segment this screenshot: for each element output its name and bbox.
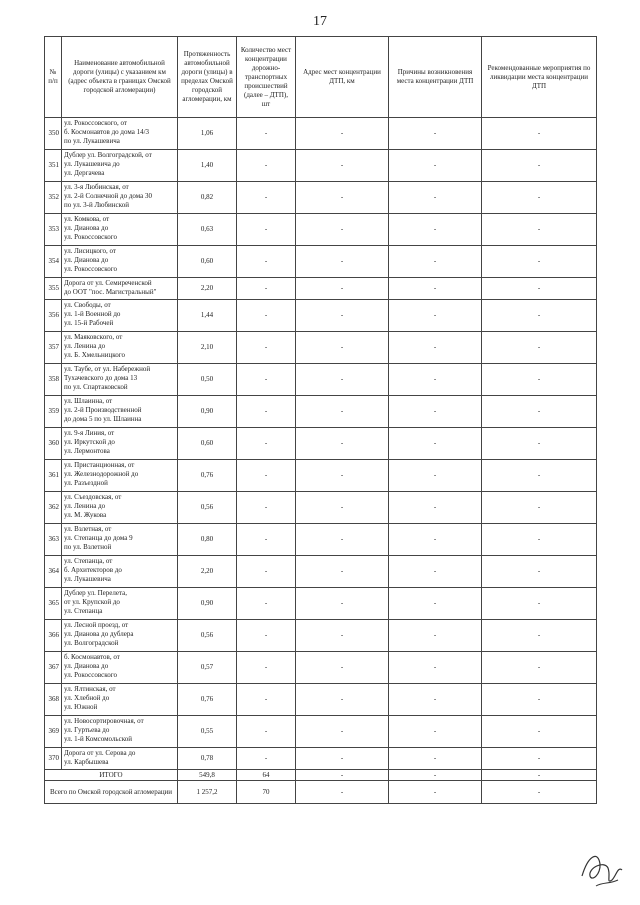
road-name <box>62 214 178 246</box>
accident-address: - <box>296 118 389 150</box>
total-causes: - <box>389 770 482 781</box>
header-causes: Причины возникновения места концентрации ДТП <box>389 37 482 118</box>
accident-address: - <box>296 460 389 492</box>
road-name <box>62 364 178 396</box>
total-address: - <box>296 770 389 781</box>
grand-total-label: Всего по Омской городской агломерации <box>45 781 178 804</box>
table-row <box>45 300 597 332</box>
road-name <box>62 300 178 332</box>
grand-total-causes: - <box>389 781 482 804</box>
header-num: № п/п <box>45 37 62 118</box>
accident-address: - <box>296 556 389 588</box>
header-count: Количество мест концентрации дорожно-транспортных происшествий (далее – ДТП), шт <box>237 37 296 118</box>
row-number: 362 <box>45 492 62 524</box>
accident-count: - <box>237 748 296 770</box>
road-name <box>62 332 178 364</box>
recommended-measures: - <box>482 428 597 460</box>
table-row <box>45 524 597 556</box>
road-name-line: ул. Лесной проезд, от <box>64 621 129 629</box>
accident-causes: - <box>389 428 482 460</box>
road-name-line: ул. Гуртьева до <box>64 726 110 734</box>
accident-causes: - <box>389 396 482 428</box>
road-name <box>62 748 178 770</box>
road-name-line: ул. Пристанционная, от <box>64 461 135 469</box>
accident-count: - <box>237 278 296 300</box>
accident-address: - <box>296 396 389 428</box>
road-name-line: ул. Съездовская, от <box>64 493 122 501</box>
accident-count: - <box>237 364 296 396</box>
recommended-measures: - <box>482 396 597 428</box>
accident-address: - <box>296 748 389 770</box>
row-number: 352 <box>45 182 62 214</box>
recommended-measures: - <box>482 332 597 364</box>
accident-count: - <box>237 214 296 246</box>
recommended-measures: - <box>482 278 597 300</box>
recommended-measures: - <box>482 716 597 748</box>
recommended-measures: - <box>482 182 597 214</box>
accident-count: - <box>237 118 296 150</box>
recommended-measures: - <box>482 214 597 246</box>
signature-mark <box>578 846 626 890</box>
table-row <box>45 620 597 652</box>
accident-address: - <box>296 428 389 460</box>
road-name <box>62 118 178 150</box>
road-name-line: Дорога от ул. Серова до <box>64 749 136 757</box>
recommended-measures: - <box>482 556 597 588</box>
header-row <box>45 37 597 118</box>
header-length: Протяженность автомобильной дороги (улицы) в пределах Омской городской агломерации, км <box>178 37 237 118</box>
road-name-line: ул. 1-й Комсомольской <box>64 735 133 743</box>
grand-total-measures: - <box>482 781 597 804</box>
road-name-line: ул. Рокоссовского <box>64 265 117 273</box>
road-name <box>62 716 178 748</box>
road-name-line: Дублер ул. Волгоградской, от <box>64 151 152 159</box>
accident-address: - <box>296 716 389 748</box>
table-row <box>45 716 597 748</box>
recommended-measures: - <box>482 492 597 524</box>
table-row <box>45 748 597 770</box>
row-number: 368 <box>45 684 62 716</box>
total-count: 64 <box>237 770 296 781</box>
grand-total-count: 70 <box>237 781 296 804</box>
road-length: 0,90 <box>178 396 237 428</box>
accident-address: - <box>296 364 389 396</box>
road-length: 0,76 <box>178 460 237 492</box>
road-name-line: ул. Взлетная, от <box>64 525 112 533</box>
road-length: 0,55 <box>178 716 237 748</box>
accident-causes: - <box>389 716 482 748</box>
road-name-line: ул. Ленина до <box>64 502 106 510</box>
page-number: 17 <box>313 14 327 29</box>
road-name-line: ул. 9-я Линия, от <box>64 429 115 437</box>
road-name-line: ул. Рокоссовского, от <box>64 119 127 127</box>
total-row <box>45 770 597 781</box>
road-name-line: ул. Б. Хмельницкого <box>64 351 125 359</box>
accident-count: - <box>237 428 296 460</box>
road-name-line: ул. Степанца, от <box>64 557 113 565</box>
total-length: 549,8 <box>178 770 237 781</box>
accident-causes: - <box>389 684 482 716</box>
recommended-measures: - <box>482 300 597 332</box>
table-row <box>45 396 597 428</box>
road-name <box>62 684 178 716</box>
accident-causes: - <box>389 300 482 332</box>
accident-causes: - <box>389 246 482 278</box>
road-length: 0,50 <box>178 364 237 396</box>
road-name-line: б. Космонавтов, от <box>64 653 120 661</box>
accident-address: - <box>296 588 389 620</box>
table-row <box>45 460 597 492</box>
road-name <box>62 182 178 214</box>
road-name-line: ул. Южной <box>64 703 98 711</box>
accident-address: - <box>296 332 389 364</box>
row-number: 350 <box>45 118 62 150</box>
recommended-measures: - <box>482 246 597 278</box>
road-length: 1,06 <box>178 118 237 150</box>
accident-causes: - <box>389 556 482 588</box>
road-name <box>62 246 178 278</box>
table-row <box>45 684 597 716</box>
accident-causes: - <box>389 588 482 620</box>
road-name-line: ул. Свободы, от <box>64 301 111 309</box>
accident-count: - <box>237 684 296 716</box>
road-name <box>62 588 178 620</box>
road-name-line: ул. Ленина до <box>64 342 106 350</box>
row-number: 359 <box>45 396 62 428</box>
road-name-line: ул. Железнодорожной до <box>64 470 139 478</box>
table-row <box>45 182 597 214</box>
road-length: 2,20 <box>178 556 237 588</box>
row-number: 360 <box>45 428 62 460</box>
recommended-measures: - <box>482 684 597 716</box>
accident-causes: - <box>389 364 482 396</box>
table-row <box>45 428 597 460</box>
road-name-line: ул. Дианова до <box>64 662 109 670</box>
accident-count: - <box>237 396 296 428</box>
row-number: 369 <box>45 716 62 748</box>
road-name-line: ул. Лукашевича <box>64 575 111 583</box>
accident-count: - <box>237 556 296 588</box>
accident-causes: - <box>389 460 482 492</box>
road-name-line: ул. Степанца <box>64 607 103 615</box>
recommended-measures: - <box>482 588 597 620</box>
accident-address: - <box>296 278 389 300</box>
total-measures: - <box>482 770 597 781</box>
road-name-line: ул. 2-й Солнечной до дома 30 <box>64 192 153 200</box>
road-name-line: по ул. Лукашевича <box>64 137 120 145</box>
road-length: 0,80 <box>178 524 237 556</box>
road-name-line: ул. Дианова до <box>64 256 109 264</box>
road-name-line: ул. Лермонтова <box>64 447 110 455</box>
accident-count: - <box>237 150 296 182</box>
row-number: 367 <box>45 652 62 684</box>
road-name <box>62 428 178 460</box>
road-length: 0,90 <box>178 588 237 620</box>
table-row <box>45 332 597 364</box>
road-name-line: ул. Хлебной до <box>64 694 110 702</box>
recommended-measures: - <box>482 118 597 150</box>
accident-address: - <box>296 524 389 556</box>
road-name-line: ул. Разъездной <box>64 479 108 487</box>
recommended-measures: - <box>482 748 597 770</box>
row-number: 357 <box>45 332 62 364</box>
road-name <box>62 460 178 492</box>
accident-address: - <box>296 214 389 246</box>
row-number: 366 <box>45 620 62 652</box>
row-number: 351 <box>45 150 62 182</box>
accident-count: - <box>237 246 296 278</box>
accident-count: - <box>237 182 296 214</box>
road-name-line: до дома 5 по ул. Шлаинна <box>64 415 142 423</box>
accident-causes: - <box>389 182 482 214</box>
road-name-line: ул. Лисицкого, от <box>64 247 116 255</box>
accident-address: - <box>296 150 389 182</box>
accident-count: - <box>237 300 296 332</box>
accident-count: - <box>237 716 296 748</box>
accident-address: - <box>296 246 389 278</box>
table-row <box>45 364 597 396</box>
road-name <box>62 150 178 182</box>
road-name-line: ул. Рокоссовского <box>64 671 117 679</box>
road-name <box>62 492 178 524</box>
road-length: 0,56 <box>178 620 237 652</box>
road-name <box>62 556 178 588</box>
road-name-line: ул. Таубе, от ул. Набережной <box>64 365 151 373</box>
recommended-measures: - <box>482 150 597 182</box>
road-name-line: Дублер ул. Перелета, <box>64 589 127 597</box>
road-accident-table <box>44 36 597 804</box>
road-length: 0,60 <box>178 246 237 278</box>
row-number: 361 <box>45 460 62 492</box>
road-length: 0,78 <box>178 748 237 770</box>
road-name <box>62 278 178 300</box>
road-name-line: ул. 1-й Военной до <box>64 310 121 318</box>
road-name-line: ул. 15-й Рабочей <box>64 319 114 327</box>
accident-address: - <box>296 300 389 332</box>
road-name-line: ул. Карбышева <box>64 758 109 766</box>
recommended-measures: - <box>482 620 597 652</box>
road-name-line: Тухачевского до дома 13 <box>64 374 138 382</box>
row-number: 354 <box>45 246 62 278</box>
accident-address: - <box>296 652 389 684</box>
grand-total-length: 1 257,2 <box>178 781 237 804</box>
recommended-measures: - <box>482 364 597 396</box>
accident-causes: - <box>389 492 482 524</box>
table-row <box>45 652 597 684</box>
accident-causes: - <box>389 748 482 770</box>
table-row <box>45 214 597 246</box>
road-name-line: б. Архитекторов до <box>64 566 122 574</box>
table-row <box>45 118 597 150</box>
accident-count: - <box>237 652 296 684</box>
road-name-line: ул. Иркутской до <box>64 438 115 446</box>
header-measures: Рекомендованные мероприятия по ликвидации места концентрации ДТП <box>482 37 597 118</box>
road-name-line: ул. Маяковского, от <box>64 333 123 341</box>
road-name-line: ул. Лукашевича до <box>64 160 120 168</box>
road-name-line: ул. 2-й Производственной <box>64 406 142 414</box>
accident-count: - <box>237 588 296 620</box>
row-number: 363 <box>45 524 62 556</box>
accident-count: - <box>237 620 296 652</box>
road-name-line: по ул. 3-й Любинской <box>64 201 129 209</box>
row-number: 364 <box>45 556 62 588</box>
accident-causes: - <box>389 278 482 300</box>
road-length: 0,56 <box>178 492 237 524</box>
accident-count: - <box>237 332 296 364</box>
table-row <box>45 556 597 588</box>
accident-causes: - <box>389 118 482 150</box>
accident-causes: - <box>389 332 482 364</box>
row-number: 353 <box>45 214 62 246</box>
road-name-line: ул. Дианова до дублера <box>64 630 134 638</box>
road-name <box>62 396 178 428</box>
road-name-line: до ООТ "пос. Магистральный" <box>64 288 157 296</box>
table-row <box>45 492 597 524</box>
total-label: ИТОГО <box>45 770 178 781</box>
road-length: 2,20 <box>178 278 237 300</box>
recommended-measures: - <box>482 524 597 556</box>
accident-causes: - <box>389 652 482 684</box>
accident-count: - <box>237 492 296 524</box>
road-length: 0,57 <box>178 652 237 684</box>
accident-count: - <box>237 524 296 556</box>
row-number: 356 <box>45 300 62 332</box>
road-name-line: ул. Новосортировочная, от <box>64 717 144 725</box>
recommended-measures: - <box>482 460 597 492</box>
road-length: 0,60 <box>178 428 237 460</box>
road-name-line: ул. Степанца до дома 9 <box>64 534 133 542</box>
road-name-line: ул. М. Жукова <box>64 511 107 519</box>
road-name <box>62 620 178 652</box>
road-length: 2,10 <box>178 332 237 364</box>
accident-address: - <box>296 684 389 716</box>
table-row <box>45 150 597 182</box>
accident-address: - <box>296 492 389 524</box>
road-name-line: ул. Волгоградской <box>64 639 119 647</box>
grand-total-address: - <box>296 781 389 804</box>
row-number: 358 <box>45 364 62 396</box>
road-name-line: ул. Комкова, от <box>64 215 110 223</box>
road-name-line: от ул. Крупской до <box>64 598 120 606</box>
table-row <box>45 588 597 620</box>
accident-address: - <box>296 182 389 214</box>
row-number: 355 <box>45 278 62 300</box>
road-name <box>62 524 178 556</box>
table-row <box>45 246 597 278</box>
header-address: Адрес мест концентрации ДТП, км <box>296 37 389 118</box>
road-length: 1,40 <box>178 150 237 182</box>
road-name-line: ул. 3-я Любинская, от <box>64 183 129 191</box>
grand-total-row <box>45 781 597 804</box>
row-number: 370 <box>45 748 62 770</box>
road-length: 0,76 <box>178 684 237 716</box>
road-name-line: по ул. Взлетной <box>64 543 112 551</box>
accident-causes: - <box>389 214 482 246</box>
recommended-measures: - <box>482 652 597 684</box>
road-length: 1,44 <box>178 300 237 332</box>
accident-count: - <box>237 460 296 492</box>
road-name-line: ул. Рокоссовского <box>64 233 117 241</box>
road-name-line: ул. Шлаинна, от <box>64 397 113 405</box>
row-number: 365 <box>45 588 62 620</box>
road-name-line: ул. Ялтинская, от <box>64 685 116 693</box>
header-name: Наименование автомобильной дороги (улицы) с указанием км (адрес объекта в границах Омской городской агломерации) <box>62 37 178 118</box>
accident-causes: - <box>389 620 482 652</box>
road-name-line: Дорога от ул. Семиреченской <box>64 279 152 287</box>
table-body <box>45 118 597 770</box>
accident-address: - <box>296 620 389 652</box>
accident-causes: - <box>389 524 482 556</box>
road-name-line: б. Космонавтов до дома 14/3 <box>64 128 150 136</box>
road-length: 0,82 <box>178 182 237 214</box>
road-name-line: по ул. Спартаковской <box>64 383 128 391</box>
table-row <box>45 278 597 300</box>
road-name <box>62 652 178 684</box>
road-length: 0,63 <box>178 214 237 246</box>
road-name-line: ул. Дергачева <box>64 169 105 177</box>
accident-causes: - <box>389 150 482 182</box>
road-name-line: ул. Дианова до <box>64 224 109 232</box>
